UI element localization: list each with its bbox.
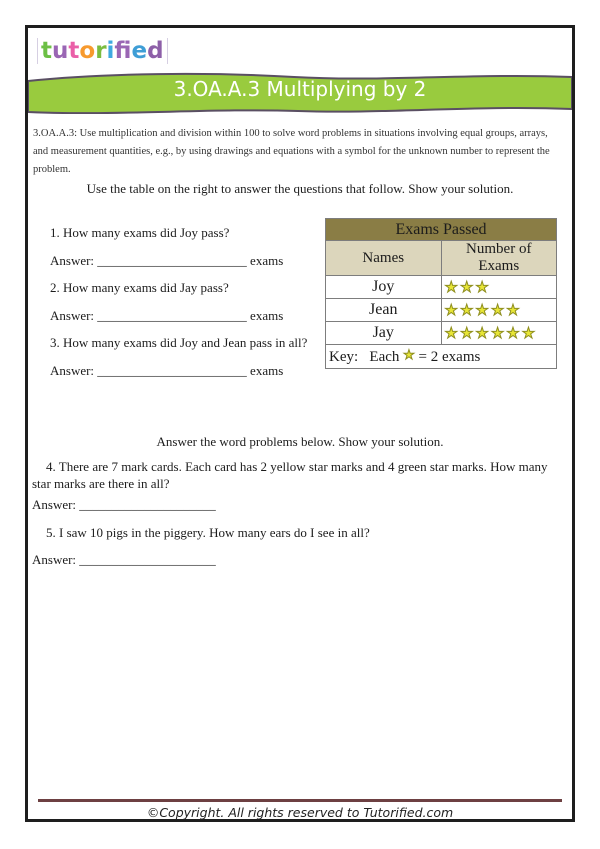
table-row: [326, 276, 557, 299]
row-name: Joy: [326, 276, 442, 299]
footer-divider: [38, 799, 562, 802]
table-title-row: [326, 219, 557, 241]
row-name: Jay: [326, 322, 442, 345]
logo-letter: f: [114, 38, 132, 64]
column-header-exams: Number of Exams: [441, 241, 557, 276]
answer-blank-3: Answer: _______________________ exams: [50, 363, 284, 378]
page-title: 3.OA.A.3 Multiplying by 2: [173, 77, 427, 101]
logo-letter: i: [106, 38, 115, 64]
star-icons: ★★★★★: [441, 299, 557, 322]
table-key: [326, 345, 557, 369]
standard-description: 3.OA.A.3: Use multiplication and division within 100 to solve word problems in situations involving equal groups, arrays, and measurement quantities, e.g., by using drawings and equations with a symbol for the unknown number to represent the problem.: [33, 127, 550, 175]
answer-blank-1: Answer: _______________________ exams: [50, 253, 284, 268]
table-title: Exams Passed: [326, 219, 557, 241]
section2-instruction: Answer the word problems below. Show your solution.: [156, 434, 444, 449]
section1-instruction: Use the table on the right to answer the questions that follow. Show your solution.: [86, 181, 514, 196]
key-suffix: = 2 exams: [414, 348, 481, 365]
logo-letter: u: [52, 38, 69, 64]
star-icons: ★★★★★★: [441, 322, 557, 345]
title-banner: [28, 68, 572, 114]
answer-blank-2: Answer: _______________________ exams: [50, 308, 284, 323]
logo-letter: e: [131, 38, 148, 64]
question-3: 3. How many exams did Joy and Jean pass in all?: [50, 335, 308, 350]
answer-blank-5: Answer: _____________________: [32, 552, 216, 567]
key-prefix: Key: Each: [329, 348, 404, 365]
question-4: 4. There are 7 mark cards. Each card has 2 yellow star marks and 4 green star marks. How many star marks are there in all?: [32, 459, 548, 491]
worksheet-page: [25, 25, 575, 822]
table-key-row: [326, 345, 557, 369]
logo-letter: t: [41, 38, 52, 64]
table-header-row: [326, 241, 557, 276]
question-1: 1. How many exams did Joy pass?: [50, 225, 230, 240]
exams-passed-table: [325, 218, 557, 369]
logo-letter: o: [79, 38, 96, 64]
row-name: Jean: [326, 299, 442, 322]
table-row: [326, 322, 557, 345]
table-row: [326, 299, 557, 322]
copyright-text: ©Copyright. All rights reserved to Tutorified.com: [146, 805, 454, 820]
column-header-names: Names: [326, 241, 442, 276]
star-icons: ★★★: [441, 276, 557, 299]
question-5: 5. I saw 10 pigs in the piggery. How many ears do I see in all?: [46, 525, 370, 540]
logo-letter: t: [68, 38, 80, 64]
logo-letter: d: [147, 38, 164, 64]
logo-letter: r: [95, 38, 107, 64]
tutorified-logo: [37, 38, 168, 64]
star-icon: ★: [403, 347, 415, 363]
answer-blank-4: Answer: _____________________: [32, 497, 216, 512]
question-2: 2. How many exams did Jay pass?: [50, 280, 229, 295]
